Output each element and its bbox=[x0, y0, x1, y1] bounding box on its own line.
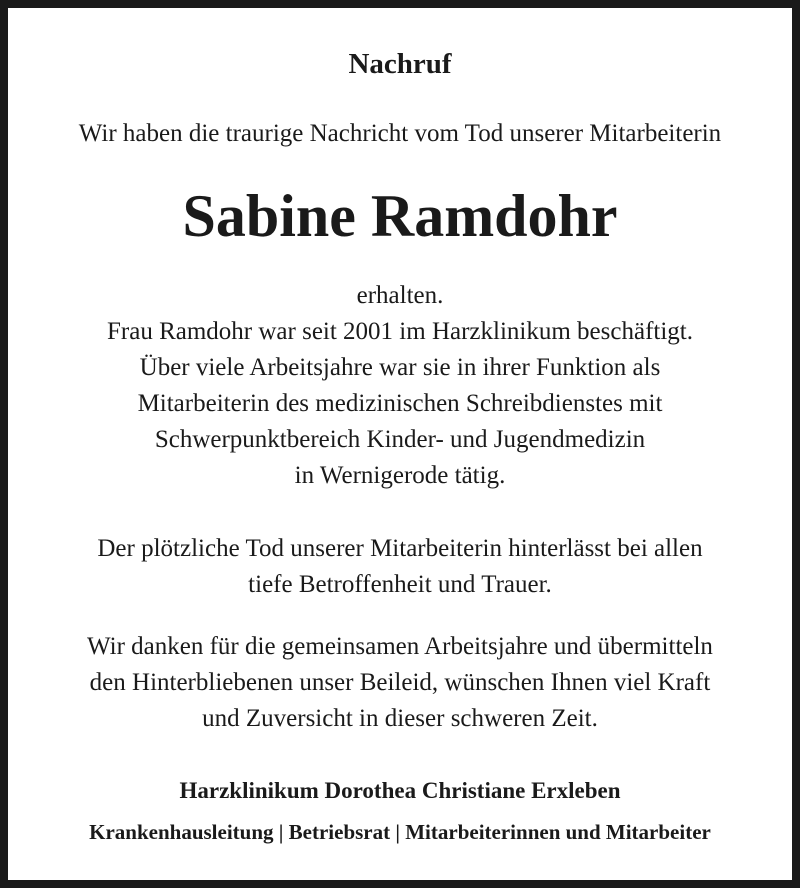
paragraph-line: und Zuversicht in dieser schweren Zeit. bbox=[202, 705, 598, 732]
paragraph-line: erhalten. bbox=[356, 282, 444, 309]
paragraph-grief bbox=[8, 531, 792, 603]
signatories: Krankenhausleitung | Betriebsrat | Mitarbeiterinnen und Mitarbeiter bbox=[89, 820, 711, 844]
paragraph-line: Über viele Arbeitsjahre war sie in ihrer Funktion als bbox=[139, 354, 661, 381]
paragraph-line: Frau Ramdohr war seit 2001 im Harzklinikum beschäftigt. bbox=[107, 318, 693, 345]
paragraph-condolence bbox=[8, 629, 792, 737]
paragraph-line: Der plötzliche Tod unserer Mitarbeiterin hinterlässt bei allen bbox=[97, 535, 703, 562]
paragraph-line: Schwerpunktbereich Kinder- und Jugendmedizin bbox=[154, 426, 646, 453]
paragraph-line: Mitarbeiterin des medizinischen Schreibdienstes mit bbox=[137, 390, 663, 417]
paragraph-line: in Wernigerode tätig. bbox=[294, 462, 506, 489]
intro-line: Wir haben die traurige Nachricht vom Tod unserer Mitarbeiterin bbox=[78, 120, 722, 147]
paragraph-line: tiefe Betroffenheit und Trauer. bbox=[248, 571, 552, 598]
paragraph-employment bbox=[8, 278, 792, 494]
organization-name: Harzklinikum Dorothea Christiane Erxleben bbox=[179, 778, 621, 803]
deceased-name: Sabine Ramdohr bbox=[182, 183, 618, 249]
paragraph-line: Wir danken für die gemeinsamen Arbeitsjahre und übermitteln bbox=[87, 633, 713, 660]
notice-heading: Nachruf bbox=[348, 48, 452, 80]
paragraph-line: den Hinterbliebenen unser Beileid, wünschen Ihnen viel Kraft bbox=[89, 669, 711, 696]
